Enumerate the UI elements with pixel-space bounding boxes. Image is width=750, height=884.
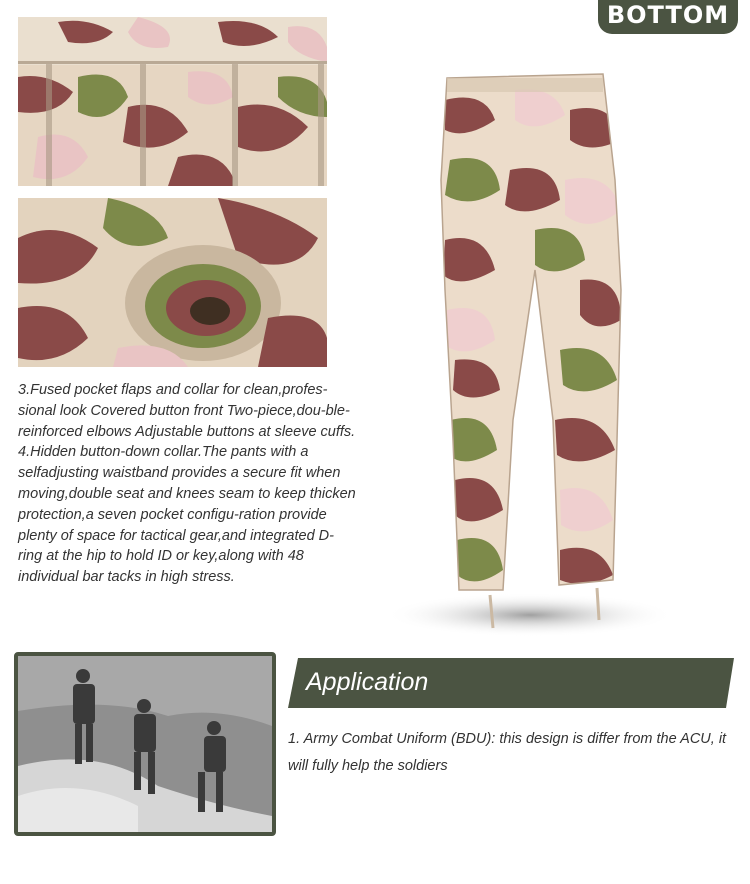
- camouflage-pants-image: [385, 60, 685, 650]
- application-text: [288, 726, 728, 780]
- bottom-badge: BOTTOM: [598, 0, 738, 34]
- application-banner: [288, 658, 734, 708]
- description-paragraph-2: 4.Hidden button-down collar.The pants with a selfadjusting waistband provides a secure fit when moving,double seat and knees seam to keep thicken protection,a seven pocket configu-ration provide plenty of space for tactical gear,and integrated D-ring at the hip to hold ID or key,along with 48 individual bar tacks in high stress.: [18, 444, 356, 586]
- fabric-closeup-fold-image: [18, 198, 327, 367]
- soldiers-on-hill-image: [14, 652, 276, 836]
- product-description: [18, 380, 358, 588]
- application-item-1: 1. Army Combat Uniform (BDU): this design is differ from the ACU, it will fully help the soldiers: [288, 731, 727, 774]
- description-paragraph-1: 3.Fused pocket flaps and collar for clean,profes-sional look Covered button front Two-piece,dou-ble-reinforced elbows Adjustable buttons at sleeve cuffs.: [18, 382, 356, 440]
- application-title: Application: [306, 668, 429, 696]
- fabric-closeup-pleats-image: [18, 17, 327, 186]
